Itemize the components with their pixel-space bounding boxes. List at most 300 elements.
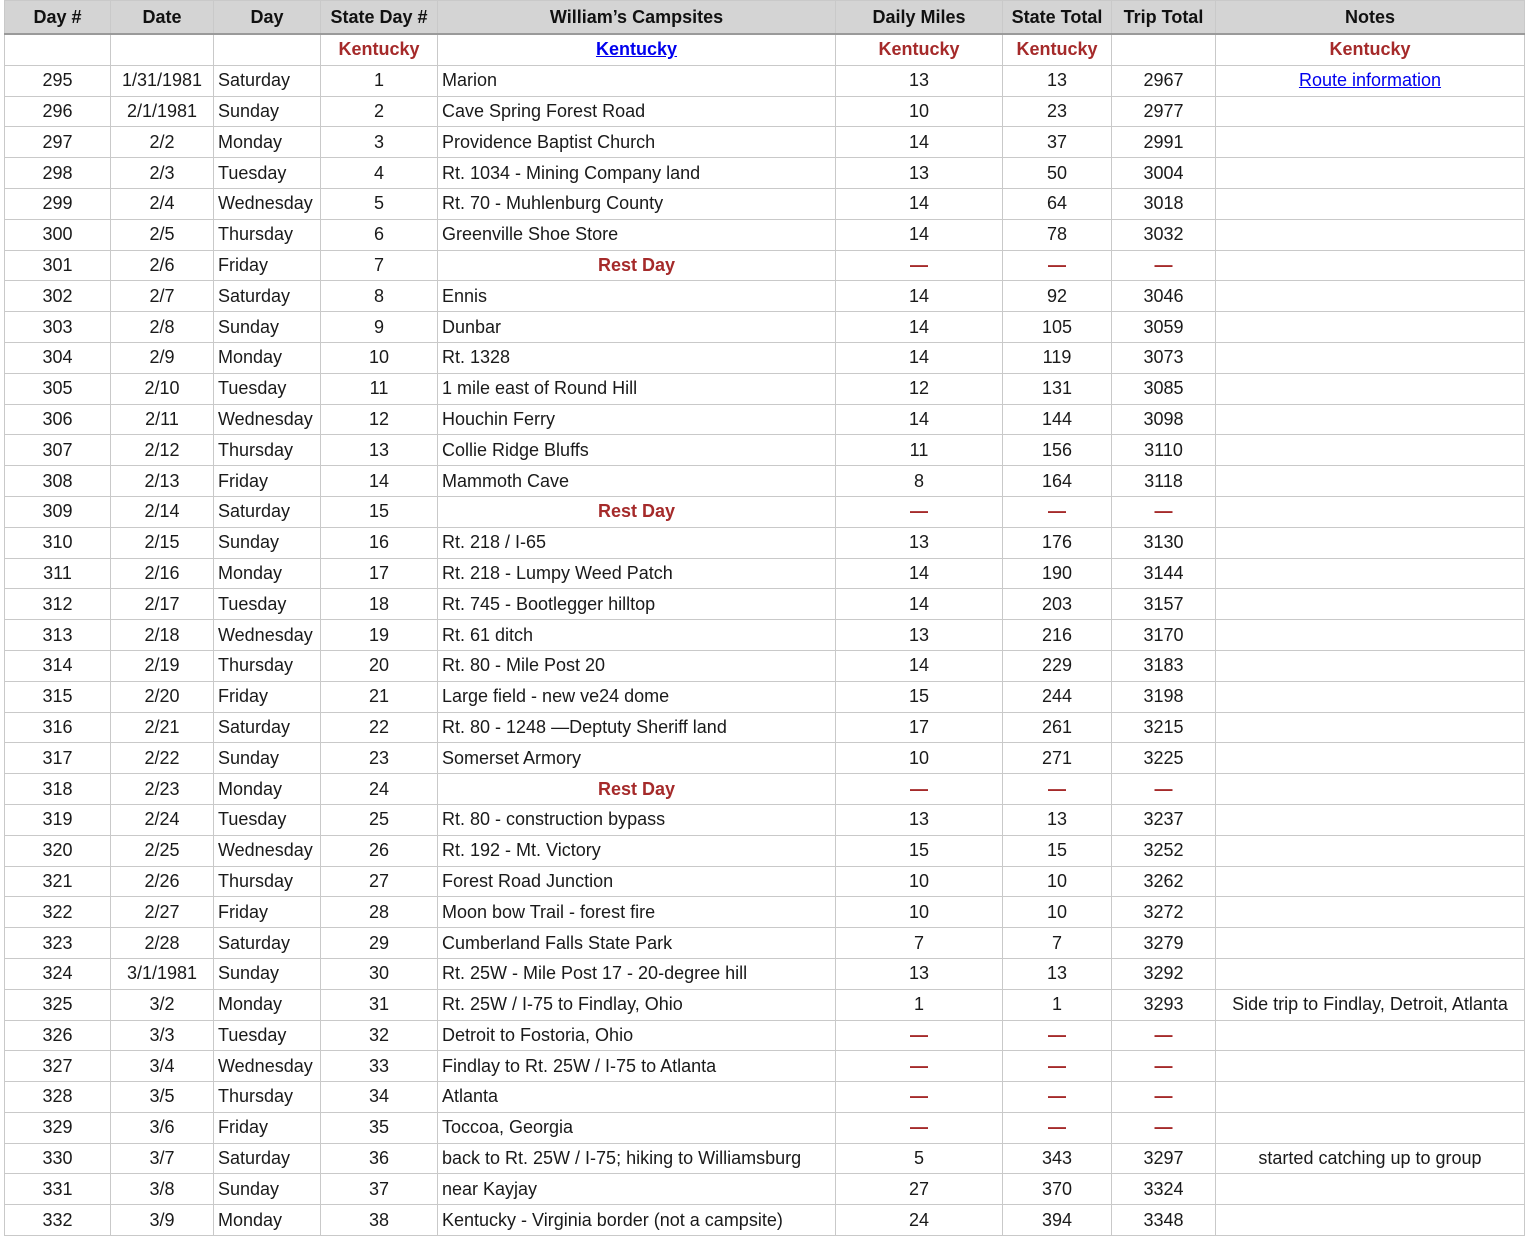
day-cell[interactable]: Sunday bbox=[214, 96, 321, 127]
state-day-cell[interactable]: 4 bbox=[321, 158, 438, 189]
state-total-cell[interactable]: 13 bbox=[1003, 958, 1112, 989]
campsite-cell[interactable]: Ennis bbox=[438, 281, 836, 312]
day-cell[interactable]: Sunday bbox=[214, 1174, 321, 1205]
notes-cell[interactable] bbox=[1216, 404, 1525, 435]
day-num-cell[interactable]: 305 bbox=[5, 373, 111, 404]
day-cell[interactable]: Tuesday bbox=[214, 373, 321, 404]
campsite-cell[interactable]: Rest Day bbox=[438, 774, 836, 805]
trip-total-cell[interactable]: 3272 bbox=[1112, 897, 1216, 928]
date-cell[interactable]: 2/9 bbox=[111, 342, 214, 373]
state-total-cell[interactable]: 15 bbox=[1003, 835, 1112, 866]
campsite-cell[interactable]: Forest Road Junction bbox=[438, 866, 836, 897]
day-cell[interactable]: Wednesday bbox=[214, 1051, 321, 1082]
day-num-cell[interactable]: 324 bbox=[5, 958, 111, 989]
notes-cell[interactable] bbox=[1216, 219, 1525, 250]
daily-miles-cell[interactable]: — bbox=[836, 1112, 1003, 1143]
campsite-cell[interactable]: Atlanta bbox=[438, 1082, 836, 1113]
date-cell[interactable]: 3/3 bbox=[111, 1020, 214, 1051]
state-total-cell[interactable]: 92 bbox=[1003, 281, 1112, 312]
state-total-cell[interactable]: 23 bbox=[1003, 96, 1112, 127]
state-total-cell[interactable]: — bbox=[1003, 496, 1112, 527]
notes-cell[interactable] bbox=[1216, 250, 1525, 281]
notes-cell[interactable] bbox=[1216, 527, 1525, 558]
state-day-cell[interactable]: 30 bbox=[321, 958, 438, 989]
state-total-cell[interactable]: 105 bbox=[1003, 312, 1112, 343]
day-cell[interactable]: Tuesday bbox=[214, 158, 321, 189]
day-cell[interactable]: Thursday bbox=[214, 650, 321, 681]
notes-cell[interactable]: started catching up to group bbox=[1216, 1143, 1525, 1174]
trip-total-cell[interactable]: 3144 bbox=[1112, 558, 1216, 589]
state-day-cell[interactable]: 22 bbox=[321, 712, 438, 743]
day-num-cell[interactable]: 329 bbox=[5, 1112, 111, 1143]
daily-miles-cell[interactable]: 1 bbox=[836, 989, 1003, 1020]
day-cell[interactable]: Friday bbox=[214, 250, 321, 281]
campsite-cell[interactable]: Marion bbox=[438, 65, 836, 96]
date-cell[interactable]: 2/6 bbox=[111, 250, 214, 281]
daily-miles-cell[interactable]: 15 bbox=[836, 835, 1003, 866]
date-cell[interactable]: 2/12 bbox=[111, 435, 214, 466]
state-total-cell[interactable]: 271 bbox=[1003, 743, 1112, 774]
day-cell[interactable]: Tuesday bbox=[214, 1020, 321, 1051]
day-num-cell[interactable]: 322 bbox=[5, 897, 111, 928]
day-cell[interactable]: Thursday bbox=[214, 1082, 321, 1113]
date-cell[interactable]: 2/14 bbox=[111, 496, 214, 527]
daily-miles-cell[interactable]: 10 bbox=[836, 897, 1003, 928]
trip-total-cell[interactable]: — bbox=[1112, 496, 1216, 527]
notes-cell[interactable] bbox=[1216, 1205, 1525, 1236]
day-num-cell[interactable]: 316 bbox=[5, 712, 111, 743]
notes-cell[interactable] bbox=[1216, 928, 1525, 959]
notes-cell[interactable] bbox=[1216, 743, 1525, 774]
trip-total-cell[interactable]: 3292 bbox=[1112, 958, 1216, 989]
date-cell[interactable]: 2/3 bbox=[111, 158, 214, 189]
state-total-cell[interactable]: 164 bbox=[1003, 466, 1112, 497]
date-cell[interactable]: 2/17 bbox=[111, 589, 214, 620]
daily-miles-cell[interactable]: 14 bbox=[836, 312, 1003, 343]
date-cell[interactable]: 2/25 bbox=[111, 835, 214, 866]
campsite-cell[interactable]: Findlay to Rt. 25W / I-75 to Atlanta bbox=[438, 1051, 836, 1082]
state-day-cell[interactable]: 31 bbox=[321, 989, 438, 1020]
campsite-cell[interactable]: Kentucky - Virginia border (not a campsite) bbox=[438, 1205, 836, 1236]
date-cell[interactable]: 2/13 bbox=[111, 466, 214, 497]
day-num-cell[interactable]: 332 bbox=[5, 1205, 111, 1236]
state-day-cell[interactable]: 28 bbox=[321, 897, 438, 928]
day-cell[interactable]: Friday bbox=[214, 1112, 321, 1143]
state-day-cell[interactable]: 29 bbox=[321, 928, 438, 959]
date-cell[interactable]: 3/9 bbox=[111, 1205, 214, 1236]
state-day-cell[interactable]: 34 bbox=[321, 1082, 438, 1113]
campsite-cell[interactable]: Houchin Ferry bbox=[438, 404, 836, 435]
state-total-cell[interactable]: — bbox=[1003, 1082, 1112, 1113]
state-total-cell[interactable]: 7 bbox=[1003, 928, 1112, 959]
notes-cell[interactable] bbox=[1216, 1020, 1525, 1051]
notes-cell[interactable] bbox=[1216, 96, 1525, 127]
state-total-cell[interactable]: 370 bbox=[1003, 1174, 1112, 1205]
trip-total-cell[interactable]: — bbox=[1112, 1051, 1216, 1082]
daily-miles-cell[interactable]: 10 bbox=[836, 866, 1003, 897]
state-day-cell[interactable]: 1 bbox=[321, 65, 438, 96]
day-cell[interactable]: Saturday bbox=[214, 928, 321, 959]
date-cell[interactable]: 3/8 bbox=[111, 1174, 214, 1205]
date-cell[interactable]: 2/18 bbox=[111, 620, 214, 651]
daily-miles-cell[interactable]: 14 bbox=[836, 127, 1003, 158]
notes-cell[interactable] bbox=[1216, 1112, 1525, 1143]
trip-total-cell[interactable]: 3293 bbox=[1112, 989, 1216, 1020]
notes-cell[interactable] bbox=[1216, 589, 1525, 620]
notes-cell[interactable] bbox=[1216, 650, 1525, 681]
day-num-cell[interactable]: 325 bbox=[5, 989, 111, 1020]
day-cell[interactable]: Monday bbox=[214, 127, 321, 158]
trip-total-cell[interactable]: 2977 bbox=[1112, 96, 1216, 127]
daily-miles-cell[interactable]: 10 bbox=[836, 743, 1003, 774]
day-cell[interactable]: Thursday bbox=[214, 435, 321, 466]
daily-miles-cell[interactable]: 17 bbox=[836, 712, 1003, 743]
state-day-cell[interactable]: 5 bbox=[321, 188, 438, 219]
campsite-cell[interactable]: back to Rt. 25W / I-75; hiking to Williamsburg bbox=[438, 1143, 836, 1174]
campsite-cell[interactable]: Rt. 80 - construction bypass bbox=[438, 804, 836, 835]
state-total-cell[interactable]: — bbox=[1003, 1051, 1112, 1082]
trip-total-cell[interactable]: 3118 bbox=[1112, 466, 1216, 497]
trip-total-cell[interactable]: 3297 bbox=[1112, 1143, 1216, 1174]
notes-cell[interactable] bbox=[1216, 1051, 1525, 1082]
trip-total-cell[interactable]: 3157 bbox=[1112, 589, 1216, 620]
trip-total-cell[interactable]: 3279 bbox=[1112, 928, 1216, 959]
daily-miles-cell[interactable]: 14 bbox=[836, 188, 1003, 219]
day-num-cell[interactable]: 296 bbox=[5, 96, 111, 127]
daily-miles-cell[interactable]: 14 bbox=[836, 219, 1003, 250]
date-cell[interactable]: 2/11 bbox=[111, 404, 214, 435]
day-num-cell[interactable]: 327 bbox=[5, 1051, 111, 1082]
daily-miles-cell[interactable]: 13 bbox=[836, 620, 1003, 651]
day-num-cell[interactable]: 306 bbox=[5, 404, 111, 435]
campsite-cell[interactable]: Detroit to Fostoria, Ohio bbox=[438, 1020, 836, 1051]
day-num-cell[interactable]: 330 bbox=[5, 1143, 111, 1174]
trip-total-cell[interactable]: 3004 bbox=[1112, 158, 1216, 189]
notes-cell[interactable] bbox=[1216, 188, 1525, 219]
state-total-cell[interactable]: 261 bbox=[1003, 712, 1112, 743]
state-day-cell[interactable]: 25 bbox=[321, 804, 438, 835]
campsite-cell[interactable]: Toccoa, Georgia bbox=[438, 1112, 836, 1143]
date-cell[interactable]: 2/23 bbox=[111, 774, 214, 805]
campsite-cell[interactable]: Rt. 25W / I-75 to Findlay, Ohio bbox=[438, 989, 836, 1020]
trip-total-cell[interactable]: 3183 bbox=[1112, 650, 1216, 681]
state-total-cell[interactable]: 13 bbox=[1003, 65, 1112, 96]
daily-miles-cell[interactable]: 11 bbox=[836, 435, 1003, 466]
notes-cell[interactable] bbox=[1216, 866, 1525, 897]
date-cell[interactable]: 2/2 bbox=[111, 127, 214, 158]
trip-total-cell[interactable]: — bbox=[1112, 774, 1216, 805]
day-num-cell[interactable]: 320 bbox=[5, 835, 111, 866]
campsite-cell[interactable]: near Kayjay bbox=[438, 1174, 836, 1205]
day-num-cell[interactable]: 304 bbox=[5, 342, 111, 373]
day-cell[interactable]: Saturday bbox=[214, 65, 321, 96]
trip-total-cell[interactable]: 3085 bbox=[1112, 373, 1216, 404]
campsite-cell[interactable]: Rt. 25W - Mile Post 17 - 20-degree hill bbox=[438, 958, 836, 989]
trip-total-cell[interactable]: 2967 bbox=[1112, 65, 1216, 96]
state-day-cell[interactable]: 16 bbox=[321, 527, 438, 558]
state-day-cell[interactable]: 2 bbox=[321, 96, 438, 127]
campsite-cell[interactable]: Rt. 218 / I-65 bbox=[438, 527, 836, 558]
campsite-cell[interactable]: Rt. 745 - Bootlegger hilltop bbox=[438, 589, 836, 620]
campsite-cell[interactable]: Rt. 1034 - Mining Company land bbox=[438, 158, 836, 189]
daily-miles-cell[interactable]: 13 bbox=[836, 804, 1003, 835]
day-cell[interactable]: Monday bbox=[214, 342, 321, 373]
campsite-cell[interactable]: Rt. 80 - Mile Post 20 bbox=[438, 650, 836, 681]
trip-total-cell[interactable]: 3059 bbox=[1112, 312, 1216, 343]
day-cell[interactable]: Monday bbox=[214, 774, 321, 805]
date-cell[interactable]: 2/7 bbox=[111, 281, 214, 312]
day-num-cell[interactable]: 303 bbox=[5, 312, 111, 343]
state-day-cell[interactable]: 8 bbox=[321, 281, 438, 312]
trip-total-cell[interactable]: 3324 bbox=[1112, 1174, 1216, 1205]
campsite-cell[interactable]: Large field - new ve24 dome bbox=[438, 681, 836, 712]
date-cell[interactable]: 3/7 bbox=[111, 1143, 214, 1174]
state-day-cell[interactable]: 38 bbox=[321, 1205, 438, 1236]
daily-miles-cell[interactable]: 14 bbox=[836, 589, 1003, 620]
notes-cell[interactable] bbox=[1216, 65, 1525, 96]
day-cell[interactable]: Saturday bbox=[214, 496, 321, 527]
day-cell[interactable]: Wednesday bbox=[214, 620, 321, 651]
state-day-cell[interactable]: 24 bbox=[321, 774, 438, 805]
trip-total-cell[interactable]: 3170 bbox=[1112, 620, 1216, 651]
state-day-cell[interactable]: 36 bbox=[321, 1143, 438, 1174]
notes-cell[interactable] bbox=[1216, 558, 1525, 589]
day-cell[interactable]: Sunday bbox=[214, 743, 321, 774]
date-cell[interactable]: 2/16 bbox=[111, 558, 214, 589]
date-cell[interactable]: 2/26 bbox=[111, 866, 214, 897]
date-cell[interactable]: 2/10 bbox=[111, 373, 214, 404]
campsite-cell[interactable]: Rt. 192 - Mt. Victory bbox=[438, 835, 836, 866]
state-day-cell[interactable]: 21 bbox=[321, 681, 438, 712]
date-cell[interactable]: 2/24 bbox=[111, 804, 214, 835]
daily-miles-cell[interactable]: 24 bbox=[836, 1205, 1003, 1236]
daily-miles-cell[interactable]: 27 bbox=[836, 1174, 1003, 1205]
campsite-cell[interactable]: Rt. 61 ditch bbox=[438, 620, 836, 651]
trip-total-cell[interactable]: — bbox=[1112, 1020, 1216, 1051]
state-total-cell[interactable]: — bbox=[1003, 1020, 1112, 1051]
trip-total-cell[interactable]: 3237 bbox=[1112, 804, 1216, 835]
campsite-cell[interactable]: Cave Spring Forest Road bbox=[438, 96, 836, 127]
state-day-cell[interactable]: 35 bbox=[321, 1112, 438, 1143]
day-cell[interactable]: Saturday bbox=[214, 281, 321, 312]
day-cell[interactable]: Tuesday bbox=[214, 804, 321, 835]
day-num-cell[interactable]: 299 bbox=[5, 188, 111, 219]
campsite-cell[interactable]: Moon bow Trail - forest fire bbox=[438, 897, 836, 928]
daily-miles-cell[interactable]: — bbox=[836, 496, 1003, 527]
date-cell[interactable]: 2/5 bbox=[111, 219, 214, 250]
header-day[interactable]: Day bbox=[214, 1, 321, 35]
day-cell[interactable]: Sunday bbox=[214, 527, 321, 558]
day-cell[interactable]: Friday bbox=[214, 897, 321, 928]
day-cell[interactable]: Monday bbox=[214, 1205, 321, 1236]
campsite-cell[interactable]: Rt. 218 - Lumpy Weed Patch bbox=[438, 558, 836, 589]
date-cell[interactable]: 3/1/1981 bbox=[111, 958, 214, 989]
state-total-cell[interactable]: 10 bbox=[1003, 897, 1112, 928]
trip-total-cell[interactable]: 3348 bbox=[1112, 1205, 1216, 1236]
header-day-num[interactable]: Day # bbox=[5, 1, 111, 35]
daily-miles-cell[interactable]: 13 bbox=[836, 527, 1003, 558]
state-total-cell[interactable]: 131 bbox=[1003, 373, 1112, 404]
state-total-cell[interactable]: 13 bbox=[1003, 804, 1112, 835]
state-total-cell[interactable]: 37 bbox=[1003, 127, 1112, 158]
header-state-day[interactable]: State Day # bbox=[321, 1, 438, 35]
campsite-cell[interactable]: Greenville Shoe Store bbox=[438, 219, 836, 250]
day-num-cell[interactable]: 315 bbox=[5, 681, 111, 712]
date-cell[interactable]: 3/6 bbox=[111, 1112, 214, 1143]
route-information-link[interactable]: Route information bbox=[1298, 70, 1442, 91]
day-cell[interactable]: Saturday bbox=[214, 712, 321, 743]
state-total-cell[interactable]: 244 bbox=[1003, 681, 1112, 712]
notes-cell[interactable] bbox=[1216, 466, 1525, 497]
day-cell[interactable]: Sunday bbox=[214, 958, 321, 989]
state-total-cell[interactable]: 176 bbox=[1003, 527, 1112, 558]
date-cell[interactable]: 3/4 bbox=[111, 1051, 214, 1082]
trip-total-cell[interactable]: 2991 bbox=[1112, 127, 1216, 158]
state-total-cell[interactable]: 156 bbox=[1003, 435, 1112, 466]
daily-miles-cell[interactable]: 14 bbox=[836, 404, 1003, 435]
daily-miles-cell[interactable]: 8 bbox=[836, 466, 1003, 497]
state-day-cell[interactable]: 20 bbox=[321, 650, 438, 681]
day-cell[interactable]: Saturday bbox=[214, 1143, 321, 1174]
notes-cell[interactable] bbox=[1216, 620, 1525, 651]
campsite-cell[interactable]: Mammoth Cave bbox=[438, 466, 836, 497]
daily-miles-cell[interactable]: — bbox=[836, 1051, 1003, 1082]
header-state-total[interactable]: State Total bbox=[1003, 1, 1112, 35]
header-campsites[interactable]: William’s Campsites bbox=[438, 1, 836, 35]
date-cell[interactable]: 2/4 bbox=[111, 188, 214, 219]
day-cell[interactable]: Thursday bbox=[214, 219, 321, 250]
daily-miles-cell[interactable]: 10 bbox=[836, 96, 1003, 127]
notes-cell[interactable] bbox=[1216, 312, 1525, 343]
day-cell[interactable]: Sunday bbox=[214, 312, 321, 343]
state-day-cell[interactable]: 33 bbox=[321, 1051, 438, 1082]
state-total-cell[interactable]: 64 bbox=[1003, 188, 1112, 219]
notes-cell[interactable] bbox=[1216, 158, 1525, 189]
state-day-cell[interactable]: 37 bbox=[321, 1174, 438, 1205]
state-day-cell[interactable]: 7 bbox=[321, 250, 438, 281]
day-num-cell[interactable]: 300 bbox=[5, 219, 111, 250]
state-day-cell[interactable]: 32 bbox=[321, 1020, 438, 1051]
trip-total-cell[interactable]: — bbox=[1112, 1082, 1216, 1113]
day-num-cell[interactable]: 321 bbox=[5, 866, 111, 897]
trip-total-cell[interactable]: 3018 bbox=[1112, 188, 1216, 219]
trip-total-cell[interactable]: 3130 bbox=[1112, 527, 1216, 558]
day-cell[interactable]: Tuesday bbox=[214, 589, 321, 620]
date-cell[interactable]: 1/31/1981 bbox=[111, 65, 214, 96]
state-day-cell[interactable]: 15 bbox=[321, 496, 438, 527]
date-cell[interactable]: 2/22 bbox=[111, 743, 214, 774]
day-num-cell[interactable]: 297 bbox=[5, 127, 111, 158]
trip-total-cell[interactable]: 3252 bbox=[1112, 835, 1216, 866]
day-num-cell[interactable]: 319 bbox=[5, 804, 111, 835]
day-num-cell[interactable]: 317 bbox=[5, 743, 111, 774]
campsite-cell[interactable]: Rest Day bbox=[438, 496, 836, 527]
day-num-cell[interactable]: 311 bbox=[5, 558, 111, 589]
notes-cell[interactable]: Side trip to Findlay, Detroit, Atlanta bbox=[1216, 989, 1525, 1020]
date-cell[interactable]: 2/28 bbox=[111, 928, 214, 959]
notes-cell[interactable] bbox=[1216, 496, 1525, 527]
state-day-cell[interactable]: 11 bbox=[321, 373, 438, 404]
state-day-cell[interactable]: 6 bbox=[321, 219, 438, 250]
state-day-cell[interactable]: 10 bbox=[321, 342, 438, 373]
campsite-cell[interactable]: Rt. 80 - 1248 —Deptuty Sheriff land bbox=[438, 712, 836, 743]
day-num-cell[interactable]: 310 bbox=[5, 527, 111, 558]
daily-miles-cell[interactable]: — bbox=[836, 1020, 1003, 1051]
daily-miles-cell[interactable]: 13 bbox=[836, 958, 1003, 989]
state-day-cell[interactable]: 3 bbox=[321, 127, 438, 158]
notes-cell[interactable] bbox=[1216, 435, 1525, 466]
day-cell[interactable]: Friday bbox=[214, 681, 321, 712]
notes-cell[interactable] bbox=[1216, 373, 1525, 404]
state-total-cell[interactable]: — bbox=[1003, 1112, 1112, 1143]
state-total-cell[interactable]: 10 bbox=[1003, 866, 1112, 897]
header-daily-miles[interactable]: Daily Miles bbox=[836, 1, 1003, 35]
day-num-cell[interactable]: 301 bbox=[5, 250, 111, 281]
state-day-cell[interactable]: 26 bbox=[321, 835, 438, 866]
state-total-cell[interactable]: 394 bbox=[1003, 1205, 1112, 1236]
state-day-cell[interactable]: 14 bbox=[321, 466, 438, 497]
day-num-cell[interactable]: 314 bbox=[5, 650, 111, 681]
day-cell[interactable]: Monday bbox=[214, 989, 321, 1020]
notes-cell[interactable] bbox=[1216, 774, 1525, 805]
notes-cell[interactable] bbox=[1216, 342, 1525, 373]
notes-cell[interactable] bbox=[1216, 712, 1525, 743]
day-cell[interactable]: Wednesday bbox=[214, 404, 321, 435]
notes-cell[interactable] bbox=[1216, 804, 1525, 835]
campsite-cell[interactable]: Providence Baptist Church bbox=[438, 127, 836, 158]
state-day-cell[interactable]: 19 bbox=[321, 620, 438, 651]
notes-cell[interactable] bbox=[1216, 1174, 1525, 1205]
date-cell[interactable]: 2/19 bbox=[111, 650, 214, 681]
day-cell[interactable]: Thursday bbox=[214, 866, 321, 897]
day-num-cell[interactable]: 295 bbox=[5, 65, 111, 96]
header-trip-total[interactable]: Trip Total bbox=[1112, 1, 1216, 35]
date-cell[interactable]: 2/27 bbox=[111, 897, 214, 928]
trip-total-cell[interactable]: 3098 bbox=[1112, 404, 1216, 435]
day-num-cell[interactable]: 318 bbox=[5, 774, 111, 805]
state-total-cell[interactable]: 216 bbox=[1003, 620, 1112, 651]
day-num-cell[interactable]: 331 bbox=[5, 1174, 111, 1205]
day-num-cell[interactable]: 298 bbox=[5, 158, 111, 189]
date-cell[interactable]: 2/20 bbox=[111, 681, 214, 712]
campsite-cell[interactable]: Rt. 70 - Muhlenburg County bbox=[438, 188, 836, 219]
notes-cell[interactable] bbox=[1216, 835, 1525, 866]
state-total-cell[interactable]: 78 bbox=[1003, 219, 1112, 250]
campsite-cell[interactable]: 1 mile east of Round Hill bbox=[438, 373, 836, 404]
daily-miles-cell[interactable]: 12 bbox=[836, 373, 1003, 404]
daily-miles-cell[interactable]: 14 bbox=[836, 558, 1003, 589]
state-total-cell[interactable]: 190 bbox=[1003, 558, 1112, 589]
day-cell[interactable]: Friday bbox=[214, 466, 321, 497]
daily-miles-cell[interactable]: 14 bbox=[836, 342, 1003, 373]
daily-miles-cell[interactable]: 13 bbox=[836, 65, 1003, 96]
trip-total-cell[interactable]: 3215 bbox=[1112, 712, 1216, 743]
state-total-cell[interactable]: 203 bbox=[1003, 589, 1112, 620]
day-cell[interactable]: Wednesday bbox=[214, 188, 321, 219]
trip-total-cell[interactable]: 3198 bbox=[1112, 681, 1216, 712]
notes-cell[interactable] bbox=[1216, 127, 1525, 158]
state-total-cell[interactable]: 119 bbox=[1003, 342, 1112, 373]
state-total-cell[interactable]: 1 bbox=[1003, 989, 1112, 1020]
day-num-cell[interactable]: 328 bbox=[5, 1082, 111, 1113]
header-date[interactable]: Date bbox=[111, 1, 214, 35]
state-total-cell[interactable]: — bbox=[1003, 250, 1112, 281]
campsite-cell[interactable]: Dunbar bbox=[438, 312, 836, 343]
header-notes[interactable]: Notes bbox=[1216, 1, 1525, 35]
trip-total-cell[interactable]: 3110 bbox=[1112, 435, 1216, 466]
day-num-cell[interactable]: 308 bbox=[5, 466, 111, 497]
daily-miles-cell[interactable]: 14 bbox=[836, 650, 1003, 681]
